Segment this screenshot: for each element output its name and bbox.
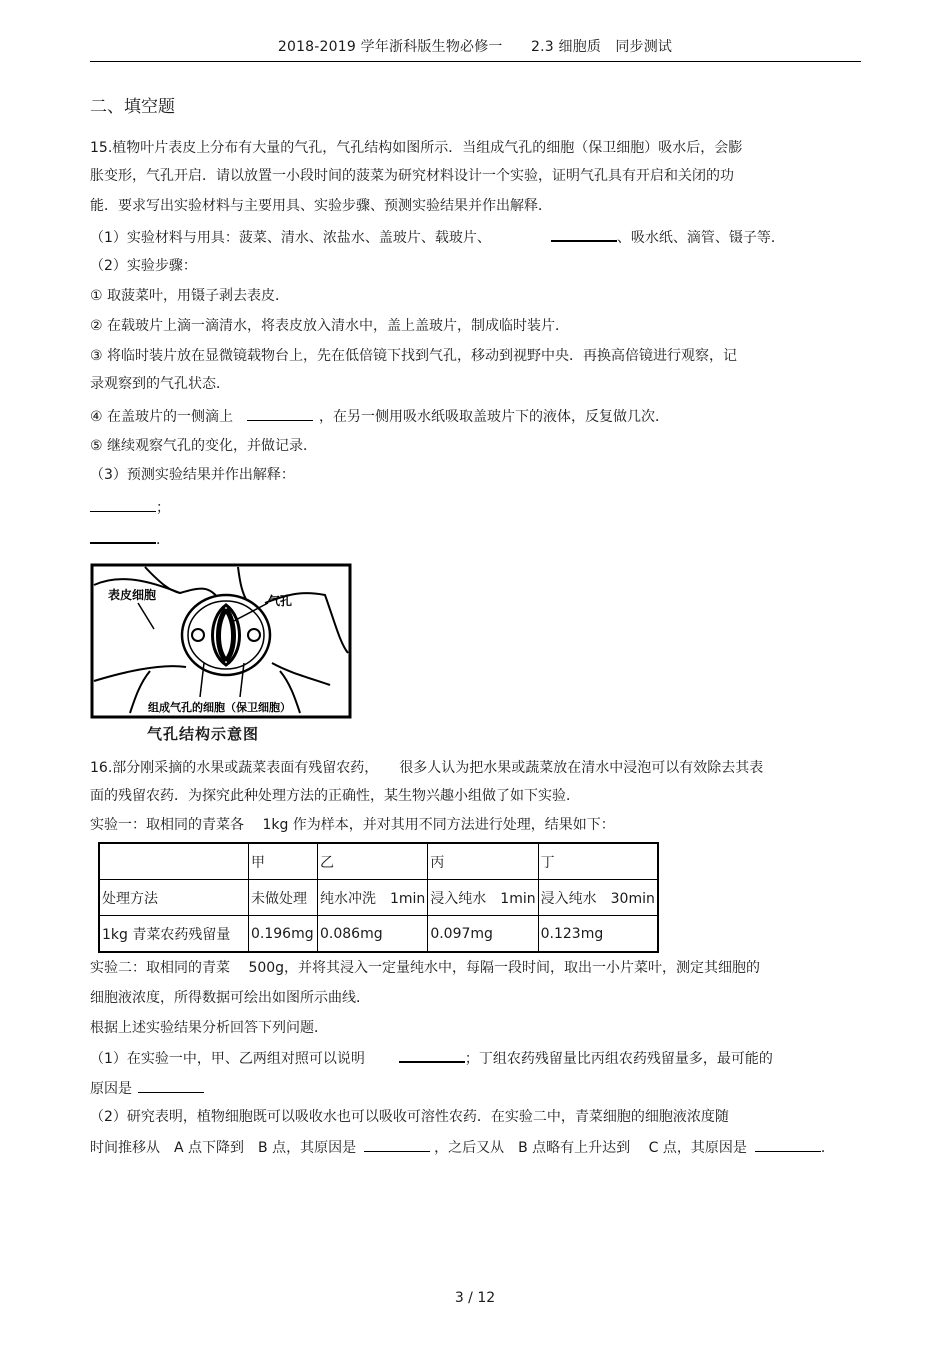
table-cell: [99, 843, 249, 880]
table-cell: 0.196mg: [249, 916, 318, 953]
table-cell: 浸入纯水 1min: [428, 880, 538, 916]
q15-step-3a: ③ 将临时装片放在显微镜载物台上，先在低倍镜下找到气孔，移动到视野中央．再换高倍镜进行观察，记: [90, 348, 737, 364]
table-cell: 1kg 青菜农药残留量: [99, 916, 249, 953]
table-cell: 0.097mg: [428, 916, 538, 953]
results-table: [98, 842, 659, 953]
figure-caption: 气孔结构示意图: [147, 725, 260, 743]
header-rule: [90, 61, 861, 62]
q16-paragraph-1: 16.部分刚采摘的水果或蔬菜表面有残留农药， 很多人认为把水果或蔬菜放在清水中浸泡可以有效除去其表: [90, 760, 764, 776]
table-cell: 处理方法: [99, 880, 249, 916]
q15-paragraph-2: 胀变形，气孔开启．请以放置一小段时间的菠菜为研究材料设计一个实验，证明气孔具有开启和关闭的功: [90, 168, 734, 184]
page-header: 2018-2019 学年浙科版生物必修一 2.3 细胞质 同步测试: [277, 39, 673, 55]
table-cell: 乙: [318, 843, 428, 880]
table-row: [99, 880, 658, 916]
table-row: [99, 916, 658, 953]
q15-materials-line: [90, 226, 785, 248]
q15-paragraph-1: 15.植物叶片表皮上分布有大量的气孔，气孔结构如图所示．当组成气孔的细胞（保卫细胞）吸水后，会膨: [90, 140, 743, 156]
q15-step-4: [90, 406, 669, 427]
label-epidermal-cell: 表皮细胞: [108, 588, 157, 602]
q16-question-1b: [90, 1078, 204, 1099]
table-header-row: [99, 843, 658, 880]
table-cell: 未做处理: [249, 880, 318, 916]
q16-q2b-text: 时间推移从 A 点下降到 B 点，其原因是: [90, 1140, 357, 1156]
q15-step-2: ② 在载玻片上滴一滴清水，将表皮放入清水中，盖上盖玻片，制成临时装片．: [90, 318, 569, 334]
answer-blank[interactable]: [90, 528, 156, 544]
q15-predict-heading: （3）预测实验结果并作出解释：: [90, 467, 295, 483]
q15-answer-line-2: [90, 528, 170, 550]
q16-experiment-2b: 细胞液浓度，所得数据可绘出如图所示曲线．: [90, 990, 370, 1006]
q16-q1-text: （1）在实验一中，甲、乙两组对照可以说明: [90, 1051, 365, 1067]
table-cell: 丁: [538, 843, 658, 880]
q16-ask: 根据上述实验结果分析回答下列问题．: [90, 1020, 328, 1036]
q16-q2b-end: ．: [820, 1140, 835, 1156]
table-cell: 0.123mg: [538, 916, 658, 953]
answer-blank[interactable]: [247, 406, 313, 421]
table-cell: 丙: [428, 843, 538, 880]
q16-experiment-2a: 实验二：取相同的青菜 500g，并将其浸入一定量纯水中，每隔一段时间，取出一小片菜叶，测定其细胞的: [90, 960, 761, 976]
q16-experiment-1: 实验一：取相同的青菜各 1kg 作为样本，并对其用不同方法进行处理，结果如下：: [90, 817, 615, 833]
q15-step-4-text: ④ 在盖玻片的一侧滴上: [90, 409, 234, 425]
label-guard-cells: 组成气孔的细胞（保卫细胞）: [148, 701, 291, 714]
q15-steps-heading: （2）实验步骤：: [90, 258, 197, 274]
answer-blank[interactable]: [755, 1137, 821, 1152]
q15-materials-text: （1）实验材料与用具：菠菜、清水、浓盐水、盖玻片、载玻片、: [90, 230, 491, 246]
q16-question-2b: [90, 1137, 835, 1158]
answer-blank[interactable]: [90, 497, 156, 512]
q15-paragraph-3: 能．要求写出实验材料与主要用具、实验步骤、预测实验结果并作出解释．: [90, 198, 552, 214]
q15-answer-1-end: ；: [156, 500, 170, 516]
table-cell: 0.086mg: [318, 916, 428, 953]
q16-q2b-mid: ，之后又从 B 点略有上升达到 C 点，其原因是: [434, 1140, 747, 1156]
label-stoma: 气孔: [268, 594, 293, 608]
q16-q1b-text: 原因是: [90, 1081, 132, 1097]
q15-answer-2-end: ．: [156, 532, 170, 548]
q16-question-1: [90, 1047, 773, 1069]
q16-question-2a: （2）研究表明，植物细胞既可以吸收水也可以吸收可溶性农药．在实验二中，青菜细胞的细胞液浓度随: [90, 1109, 729, 1125]
q15-step-1: ① 取菠菜叶，用镊子剥去表皮．: [90, 288, 290, 304]
answer-blank[interactable]: [364, 1137, 430, 1152]
guard-cell-nucleus: [192, 629, 204, 641]
table-cell: 纯水冲洗 1min: [318, 880, 428, 916]
guard-cell-nucleus: [248, 629, 260, 641]
answer-blank[interactable]: [138, 1078, 204, 1093]
q16-q1-text-end: ；丁组农药残留量比丙组农药残留量多，最可能的: [464, 1051, 773, 1067]
q15-step-5: ⑤ 继续观察气孔的变化，并做记录．: [90, 438, 318, 454]
q16-paragraph-2: 面的残留农药．为探究此种处理方法的正确性，某生物兴趣小组做了如下实验．: [90, 788, 580, 804]
page-number: 3 / 12: [454, 1290, 496, 1306]
section-title: 二、填空题: [90, 97, 175, 117]
table-cell: 甲: [249, 843, 318, 880]
q15-materials-text-end: 、吸水纸、滴管、镊子等．: [616, 230, 785, 246]
answer-blank[interactable]: [399, 1047, 465, 1063]
q15-answer-line-1: [90, 497, 170, 518]
q15-step-4-text-end: ，在另一侧用吸水纸吸取盖玻片下的液体，反复做几次．: [319, 409, 670, 425]
q15-step-3b: 录观察到的气孔状态．: [90, 376, 230, 392]
answer-blank[interactable]: [551, 226, 617, 242]
stoma-figure: [90, 563, 352, 723]
table-cell: 浸入纯水 30min: [538, 880, 658, 916]
